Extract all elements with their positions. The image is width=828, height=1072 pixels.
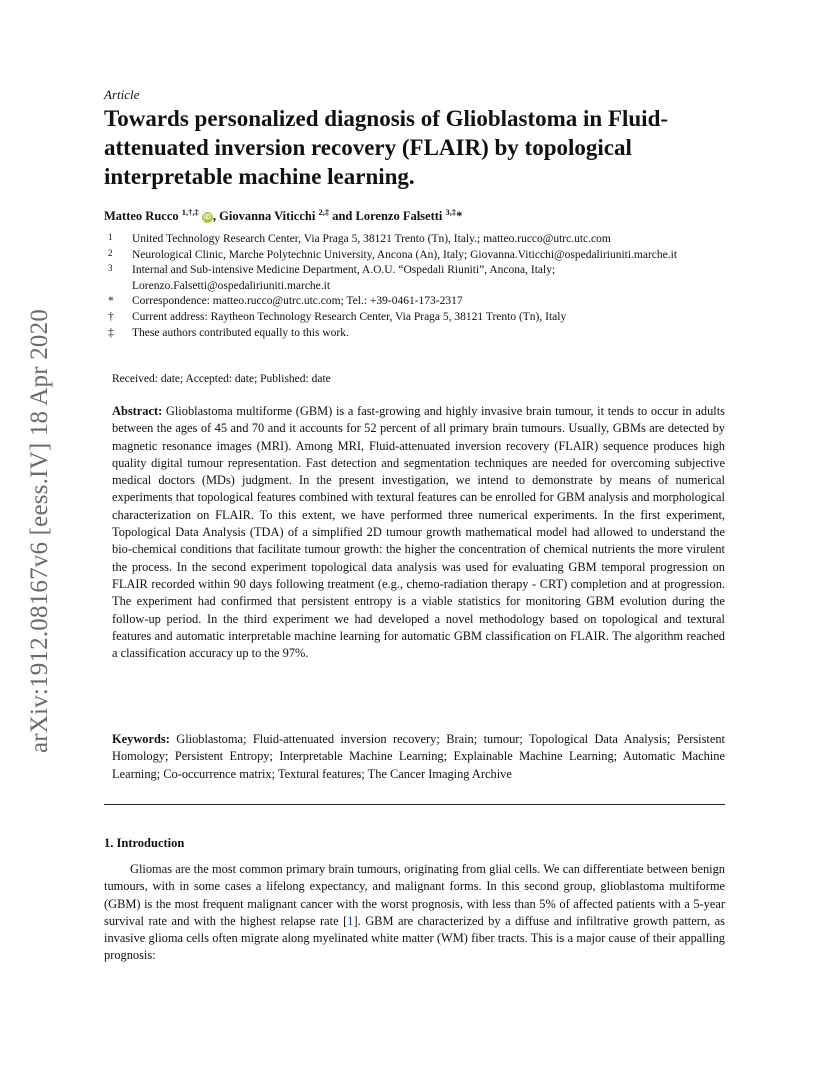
arxiv-identifier: arXiv:1912.08167v6 [eess.IV] 18 Apr 2020 (26, 308, 53, 754)
abstract-label: Abstract: (112, 404, 163, 418)
affiliation-item (108, 294, 728, 310)
affiliation-item (108, 232, 728, 248)
arxiv-sidebar (22, 286, 58, 776)
body-text: Gliomas are the most common primary brain tumours, originating from glial cells. We can differentiate between benign tumours, with in some cases a lifelong expectancy, and malignant forms. In this second group, glioblastoma multiforme (GBM) is the most frequent malignant cancer with the worst prognosis, with less than 5% of affected patients with a 5-year survival rate and with the highest relapse rate [ (104, 862, 725, 928)
affiliation-text: Correspondence: matteo.rucco@utrc.utc.com; Tel.: +39-0461-173-2317 (132, 295, 463, 308)
article-type-label: Article (104, 87, 140, 102)
author-superscript: 2,‡ (318, 207, 330, 217)
author-name: Matteo Rucco (104, 209, 179, 224)
affiliation-mark: 2 (108, 247, 113, 258)
author-name: and Lorenzo Falsetti (329, 209, 443, 224)
body-text: ]. GBM are characterized by a diffuse and infiltrative growth pattern, as invasive glioma cells often migrate along myelinated white matter (WM) fiber tracts. This is a major cause of their appalling prognosis: (104, 913, 725, 963)
affiliation-item (108, 326, 728, 342)
affiliation-mark: * (108, 295, 114, 308)
affiliation-text: United Technology Research Center, Via Praga 5, 38121 Trento (Tn), Italy.; matteo.rucco@utrc.utc.com (132, 233, 611, 245)
correspondence-mark: * (456, 209, 463, 224)
introduction-paragraph (104, 861, 725, 965)
affiliation-mark: 3 (108, 263, 113, 274)
affiliation-mark: ‡ (108, 326, 114, 339)
affiliation-text: Internal and Sub-intensive Medicine Department, A.O.U. “Ospedali Riuniti”, Ancona, Italy; Lorenzo.Falsetti@ospedaliriuniti.marche.it (132, 264, 556, 292)
author-name: , Giovanna Viticchi (212, 209, 316, 224)
publication-dates: Received: date; Accepted: date; Published: date (112, 373, 331, 385)
abstract-text: Glioblastoma multiforme (GBM) is a fast-growing and highly invasive brain tumour, it tends to occur in adults between the ages of 45 and 70 and it accounts for 52 percent of all primary brain tumours. Usually, GBMs are detected by magnetic resonance images (MRI). Among MRI, Fluid-attenuated inversion recovery (FLAIR) sequence produces high quality digital tumour representation. Fast detection and segmentation techniques are needed for overcoming subjective medical doctors (MDs) judgment. In the present investigation, we intend to demonstrate by means of numerical experiments that topological features combined with textural features can be enrolled for GBM analysis and morphological characterization on FLAIR. To this extent, we have performed three numerical experiments. In the first experiment, Topological Data Analysis (TDA) of a simplified 2D tumour growth mathematical model had allowed to understand the bio-chemical conditions that facilitate tumour growth: the higher the concentration of chemical nutrients the more virulent the process. In the second experiment topological data analysis was used for evaluating GBM temporal progression on FLAIR recorded within 90 days following treatment (e.g., chemo-radiation therapy - CRT) completion and at progression. The experiment had confirmed that persistent entropy is a viable statistics for monitoring GBM evolution during the follow-up period. In the third experiment we had developed a novel methodology based on topological and textural features and automatic interpretable machine learning for automatic GBM classification on FLAIR. The algorithm reached a classification accuracy up to the 97%. (112, 404, 725, 661)
affiliation-text: Current address: Raytheon Technology Research Center, Via Praga 5, 38121 Trento (Tn), Italy (132, 310, 567, 323)
affiliation-text: These authors contributed equally to this work. (132, 326, 349, 339)
author-superscript: 3,‡ (445, 207, 457, 217)
keywords-text: Glioblastoma; Fluid-attenuated inversion recovery; Brain; tumour; Topological Data Analysis; Persistent Homology; Persistent Entropy; Interpretable Machine Learning; Explainable Machine Learning; Automatic Machine Learning; Co-occurrence matrix; Textural features; The Cancer Imaging Archive (112, 732, 725, 781)
affiliation-mark: † (108, 310, 114, 323)
affiliation-text: Neurological Clinic, Marche Polytechnic University, Ancona (An), Italy; Giovanna.Viticchi@ospedaliriuniti.marche.it (132, 248, 678, 261)
affiliation-list (108, 232, 728, 341)
affiliation-item (108, 248, 728, 264)
affiliation-item (108, 310, 728, 326)
keywords-section (112, 731, 725, 783)
keywords-label: Keywords: (112, 732, 170, 746)
affiliation-item (108, 263, 728, 294)
affiliation-mark: 1 (108, 232, 113, 242)
author-superscript: 1,†,‡ (181, 207, 199, 217)
paper-title: Towards personalized diagnosis of Glioblastoma in Fluid-attenuated inversion recovery (FLAIR) by topological interpretable machine learning. (104, 106, 669, 189)
section-heading: 1. Introduction (104, 836, 185, 850)
author-list (104, 207, 462, 224)
citation-link[interactable]: 1 (347, 913, 354, 928)
orcid-icon[interactable]: iD (203, 214, 211, 222)
section-divider (104, 804, 725, 805)
abstract-section (112, 403, 725, 662)
